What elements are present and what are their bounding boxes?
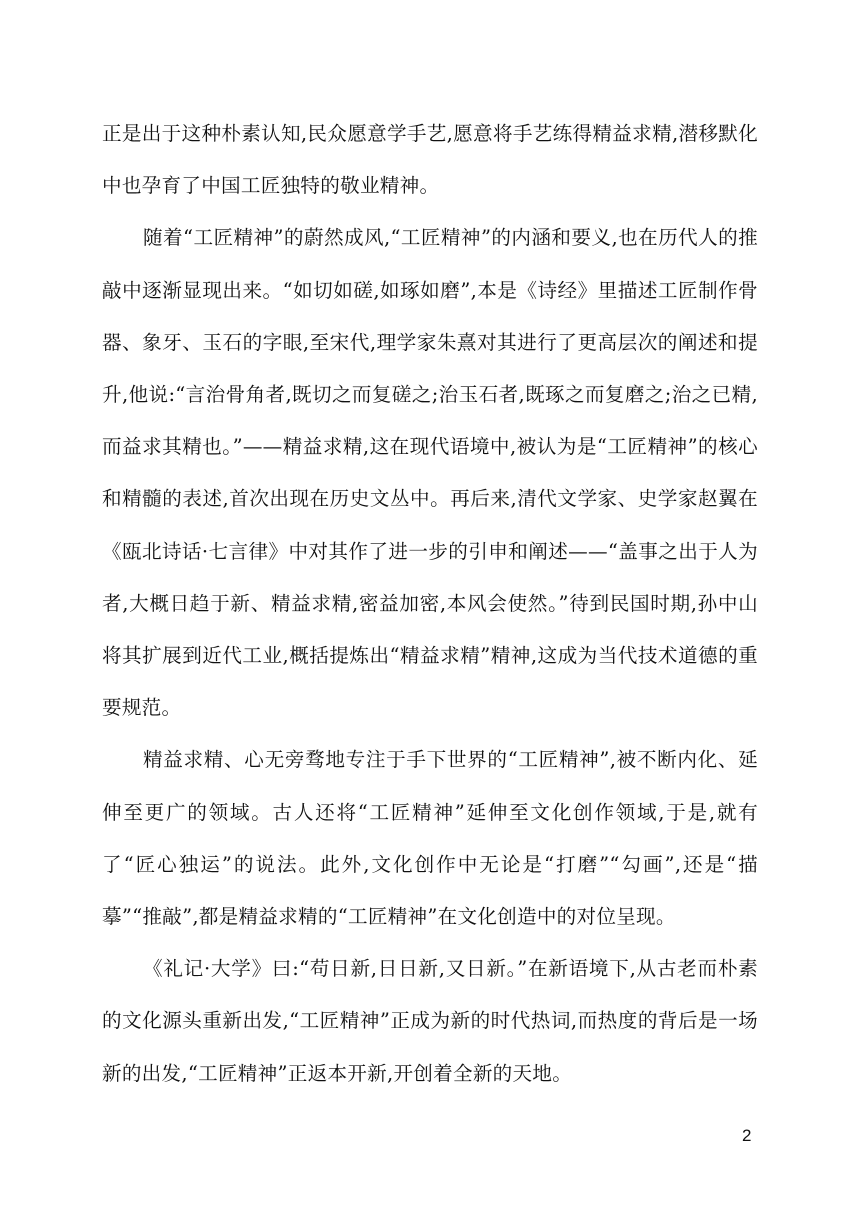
body-text (102, 108, 758, 1100)
paragraph-cultural-extension: 精益求精、心无旁骛地专注于手下世界的“工匠精神”,被不断内化、延伸至更广的领域。古人还将“工匠精神”延伸至文化创作领域,于是,就有了“匠心独运”的说法。此外,文化创作中无论是“打磨”“勾画”,还是“描摹”“推敲”,都是精益求精的“工匠精神”在文化创造中的对位呈现。 (102, 748, 758, 929)
paragraph-craftsman-spirit-connotation: 随着“工匠精神”的蔚然成风,“工匠精神”的内涵和要义,也在历代人的推敲中逐渐显现出来。“如切如磋,如琢如磨”,本是《诗经》里描述工匠制作骨器、象牙、玉石的字眼,至宋代,理学家朱熹对其进行了更高层次的阐述和提升,他说:“言治骨角者,既切之而复磋之;治玉石者,既琢之而复磨之;治之已精,而益求其精也。”——精益求精,这在现代语境中,被认为是“工匠精神”的核心和精髓的表述,首次出现在历史文丛中。再后来,清代文学家、史学家赵翼在《瓯北诗话·七言律》中对其作了进一步的引申和阐述——“盖事之出于人为者,大概日趋于新、精益求精,密益加密,本风会使然。”待到民国时期,孙中山将其扩展到近代工业,概括提炼出“精益求精”精神,这成为当代技术道德的重要规范。 (102, 226, 758, 720)
page-number: 2 (742, 1126, 752, 1145)
paragraph-new-context: 《礼记·大学》曰:“苟日新,日日新,又日新。”在新语境下,从古老而朴素的文化源头重新出发,“工匠精神”正成为新的时代热词,而热度的背后是一场新的出发,“工匠精神”正返本开新,开创着全新的天地。 (102, 957, 758, 1085)
paragraph-continued: 正是出于这种朴素认知,民众愿意学手艺,愿意将手艺练得精益求精,潜移默化中也孕育了中国工匠独特的敬业精神。 (102, 122, 758, 198)
